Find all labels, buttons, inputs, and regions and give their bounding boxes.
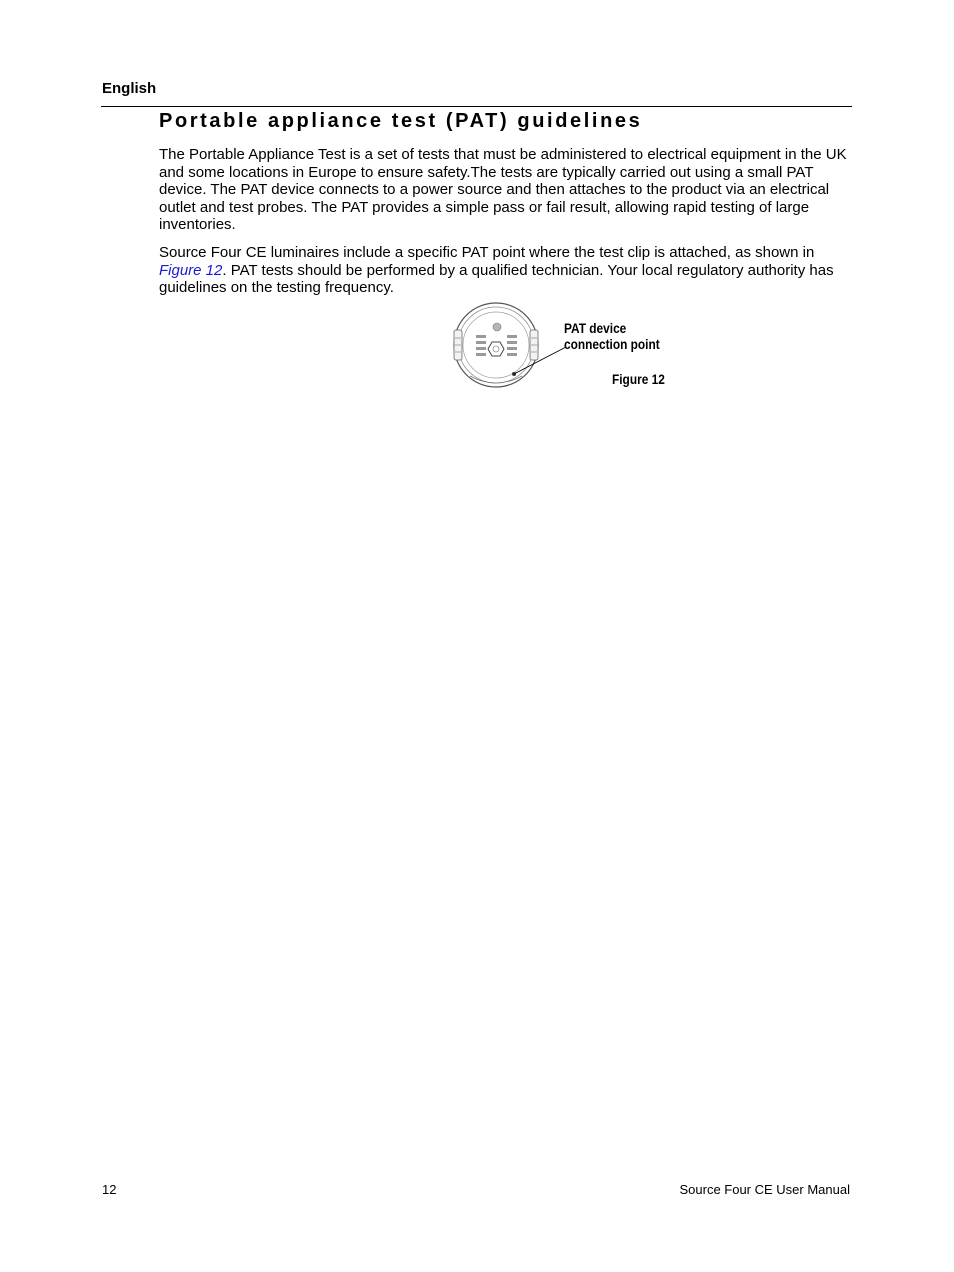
figure-12-link[interactable]: Figure 12 [159, 261, 223, 279]
figure-caption: Figure 12 [612, 372, 665, 387]
figure-12 [448, 300, 688, 395]
callout-label-line-1: PAT device [564, 321, 627, 336]
paragraph-pat-point-text-end: . PAT tests should be performed by a qualified technician. Your local regulatory authority has guidelines on the testing frequency. [159, 261, 834, 297]
callout-label-line-2: connection point [564, 337, 660, 352]
paragraph-pat-overview: The Portable Appliance Test is a set of tests that must be administered to electrical equipment in the UK and some locations in Europe to ensure safety.The tests are typically carried out using a small PAT device. The PAT device connects to a power source and then attaches to the product via an electrical outlet and test probes. The PAT provides a simple pass or fail result, allowing rapid testing of large inventories. [159, 146, 847, 234]
paragraph-pat-point [159, 244, 859, 297]
section-title: Portable appliance test (PAT) guidelines [159, 110, 643, 132]
footer-page-number: 12 [102, 1182, 117, 1197]
footer-manual-title: Source Four CE User Manual [679, 1182, 850, 1197]
paragraph-pat-point-text-start: Source Four CE luminaires include a specific PAT point where the test clip is attached, as shown in [159, 244, 815, 261]
header-rule [101, 106, 852, 107]
page-header-language: English [102, 80, 157, 97]
callout-label [564, 321, 660, 353]
